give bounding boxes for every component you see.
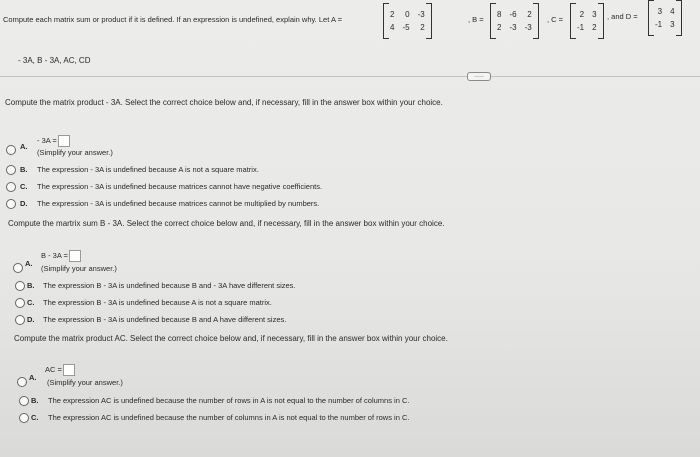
- expression-list: - 3A, B - 3A, AC, CD: [18, 56, 91, 65]
- q2-answer-box[interactable]: [69, 250, 81, 262]
- q2-option-b-radio[interactable]: [15, 281, 25, 291]
- q2-option-a-letter: A.: [25, 259, 33, 268]
- q1-option-a-note: (Simplify your answer.): [37, 148, 113, 157]
- matrix-b-label: , B =: [468, 15, 484, 24]
- matrix-d: [648, 0, 682, 36]
- matrix-b-entry: -3: [524, 23, 532, 32]
- matrix-b-entry: -6: [509, 10, 517, 19]
- matrix-b-entry: -3: [509, 23, 517, 32]
- q1-option-a-radio[interactable]: [6, 145, 16, 155]
- matrix-d-entry: 3: [657, 7, 663, 16]
- q2-option-d-radio[interactable]: [15, 315, 25, 325]
- q3-option-a-note: (Simplify your answer.): [47, 378, 123, 387]
- q1-option-c-radio[interactable]: [6, 182, 16, 192]
- matrix-b-entry: 8: [497, 10, 502, 19]
- matrix-b-entry: 2: [497, 23, 502, 32]
- q1-option-c-letter: C.: [20, 182, 28, 191]
- problem-intro: Compute each matrix sum or product if it is defined. If an expression is undefined, explain why. Let A =: [3, 15, 343, 24]
- q2-option-b-text: The expression B - 3A is undefined because B and - 3A have different sizes.: [43, 281, 296, 290]
- expand-more-button[interactable]: .....: [467, 72, 491, 81]
- q2-option-d-text: The expression B - 3A is undefined because B and A have different sizes.: [43, 315, 287, 324]
- q1-option-d-radio[interactable]: [6, 199, 16, 209]
- q1-option-a-letter: A.: [20, 142, 28, 151]
- matrix-a-entry: -5: [402, 23, 410, 32]
- matrix-a-entry: 2: [420, 23, 425, 32]
- matrix-a-entry: 0: [405, 10, 410, 19]
- q2-option-c-radio[interactable]: [15, 298, 25, 308]
- q3-option-b-radio[interactable]: [19, 396, 29, 406]
- q1-expr-label: - 3A =: [37, 135, 57, 145]
- q3-expr-label: AC =: [45, 364, 62, 374]
- matrix-c-entry: 2: [592, 23, 597, 32]
- q3-option-c-letter: C.: [31, 413, 39, 422]
- matrix-a-entry: 4: [390, 23, 395, 32]
- matrix-b: [490, 3, 539, 39]
- q1-option-b-radio[interactable]: [6, 165, 16, 175]
- matrix-d-label: , and D =: [607, 12, 638, 21]
- q2-option-b-letter: B.: [27, 281, 35, 290]
- matrix-c: [570, 3, 604, 39]
- q1-option-c-text: The expression - 3A is undefined because matrices cannot have negative coefficients.: [37, 182, 323, 191]
- q3-option-c-text: The expression AC is undefined because the number of columns in A is not equal to the number of rows in C.: [48, 413, 410, 422]
- q1-option-b-text: The expression - 3A is undefined because A is not a square matrix.: [37, 165, 259, 174]
- matrix-c-label: , C =: [547, 15, 564, 24]
- section-divider: [0, 76, 700, 77]
- q1-prompt: Compute the matrix product - 3A. Select the correct choice below and, if necessary, fill in the answer box within your choice.: [5, 98, 443, 107]
- q2-option-a-expr: [41, 250, 81, 262]
- matrix-d-entry: -1: [655, 20, 663, 29]
- matrix-a-entry: -3: [417, 10, 425, 19]
- q2-option-a-note: (Simplify your answer.): [41, 264, 117, 273]
- q2-expr-label: B - 3A =: [41, 250, 68, 260]
- q3-option-a-expr: [45, 364, 75, 376]
- q2-option-c-text: The expression B - 3A is undefined because A is not a square matrix.: [43, 298, 272, 307]
- matrix-c-entry: 2: [579, 10, 585, 19]
- q3-answer-box[interactable]: [63, 364, 75, 376]
- q1-option-a-expr: [37, 135, 70, 147]
- q2-option-c-letter: C.: [27, 298, 35, 307]
- matrix-c-entry: -1: [577, 23, 585, 32]
- q3-option-a-radio[interactable]: [17, 377, 27, 387]
- q3-option-b-text: The expression AC is undefined because the number of rows in A is not equal to the number of columns in C.: [48, 396, 410, 405]
- q1-option-d-letter: D.: [20, 199, 28, 208]
- matrix-d-entry: 3: [670, 20, 675, 29]
- q1-answer-box[interactable]: [58, 135, 70, 147]
- q3-option-c-radio[interactable]: [19, 413, 29, 423]
- q2-option-a-radio[interactable]: [13, 263, 23, 273]
- q2-option-d-letter: D.: [27, 315, 35, 324]
- q1-option-d-text: The expression - 3A is undefined because matrices cannot be multiplied by numbers.: [37, 199, 320, 208]
- q2-prompt: Compute the martrix sum B - 3A. Select the correct choice below and, if necessary, fill in the answer box within your choice.: [8, 219, 445, 228]
- q3-prompt: Compute the matrix product AC. Select the correct choice below and, if necessary, fill in the answer box within your choice.: [14, 334, 448, 343]
- matrix-a-entry: 2: [390, 10, 395, 19]
- matrix-c-entry: 3: [592, 10, 597, 19]
- matrix-b-entry: 2: [527, 10, 532, 19]
- q3-option-a-letter: A.: [29, 373, 37, 382]
- matrix-a: [383, 3, 432, 39]
- q1-option-b-letter: B.: [20, 165, 28, 174]
- q3-option-b-letter: B.: [31, 396, 39, 405]
- matrix-d-entry: 4: [670, 7, 675, 16]
